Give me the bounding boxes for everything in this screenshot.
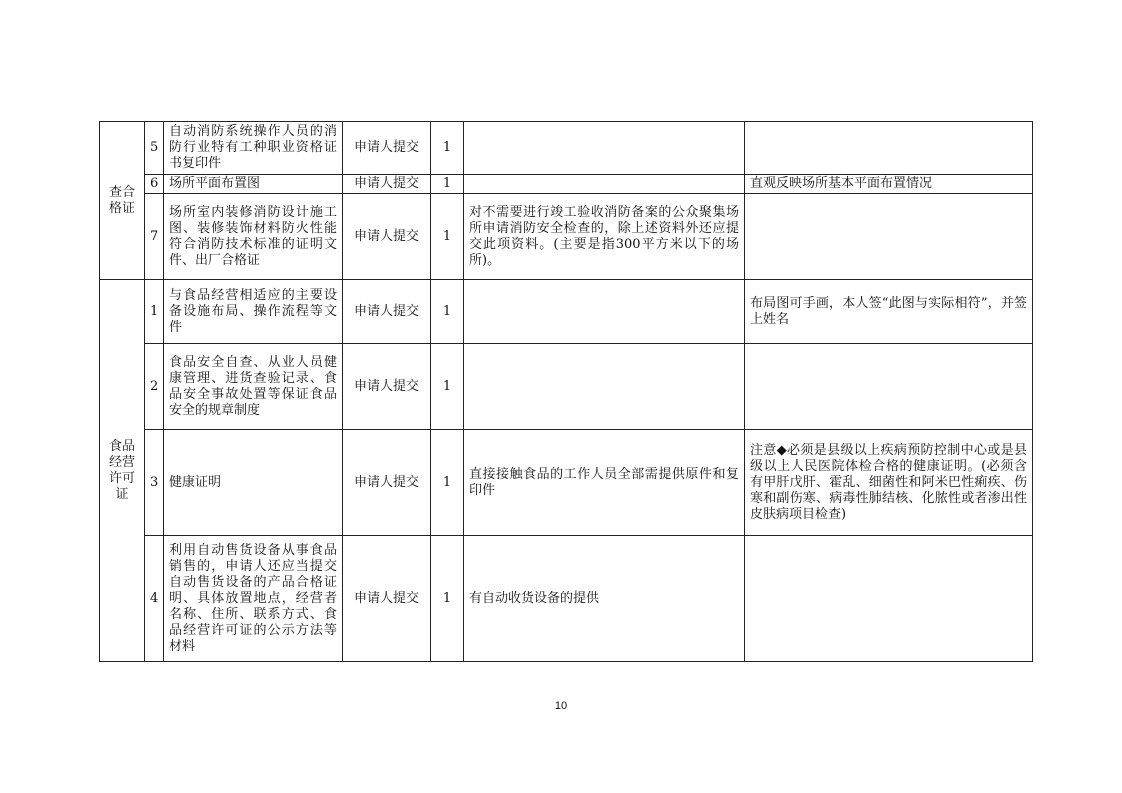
table-row (100, 175, 1033, 194)
table-row (100, 430, 1033, 536)
note (464, 344, 745, 430)
category-fire-safety: 查合格证 (100, 122, 145, 280)
submitter: 申请人提交 (343, 194, 431, 280)
copy-count: 1 (431, 194, 464, 280)
material-name: 利用自动售货设备从事食品销售的，申请人还应当提交自动售货设备的产品合格证明、具体放置地点，经营者名称、住所、联系方式、食品经营许可证的公示方法等材料 (164, 536, 343, 662)
submitter: 申请人提交 (343, 175, 431, 194)
row-number: 3 (145, 430, 164, 536)
submitter: 申请人提交 (343, 122, 431, 175)
page-number: 10 (554, 700, 568, 712)
requirements-table (99, 121, 1033, 662)
submitter: 申请人提交 (343, 344, 431, 430)
table-row (100, 280, 1033, 344)
remark: 直观反映场所基本平面布置情况 (745, 175, 1033, 194)
remark (745, 122, 1033, 175)
row-number: 5 (145, 122, 164, 175)
note (464, 122, 745, 175)
material-name: 食品安全自查、从业人员健康管理、进货查验记录、食品安全事故处置等保证食品安全的规章制度 (164, 344, 343, 430)
remark (745, 194, 1033, 280)
material-name: 自动消防系统操作人员的消防行业特有工种职业资格证书复印件 (164, 122, 343, 175)
material-name: 场所平面布置图 (164, 175, 343, 194)
copy-count: 1 (431, 175, 464, 194)
copy-count: 1 (431, 122, 464, 175)
row-number: 4 (145, 536, 164, 662)
table-row (100, 344, 1033, 430)
note: 有自动收货设备的提供 (464, 536, 745, 662)
submitter: 申请人提交 (343, 280, 431, 344)
copy-count: 1 (431, 430, 464, 536)
submitter: 申请人提交 (343, 430, 431, 536)
table-row (100, 536, 1033, 662)
note: 对不需要进行竣工验收消防备案的公众聚集场所申请消防安全检查的，除上述资料外还应提交此项资料。(主要是指300平方米以下的场所)。 (464, 194, 745, 280)
category-food-license: 食品经营许可证 (100, 280, 145, 662)
remark (745, 344, 1033, 430)
remark (745, 536, 1033, 662)
note (464, 175, 745, 194)
remark: 布局图可手画，本人签“此图与实际相符”，并签上姓名 (745, 280, 1033, 344)
row-number: 6 (145, 175, 164, 194)
submitter: 申请人提交 (343, 536, 431, 662)
row-number: 7 (145, 194, 164, 280)
copy-count: 1 (431, 344, 464, 430)
copy-count: 1 (431, 280, 464, 344)
note (464, 280, 745, 344)
remark: 注意◆必须是县级以上疾病预防控制中心或是县级以上人民医院体检合格的健康证明。(必须含有甲肝戊肝、霍乱、细菌性和阿米巴性痢疾、伤寒和副伤寒、病毒性肺结核、化脓性或者渗出性皮肤病项目检查) (745, 430, 1033, 536)
material-name: 场所室内装修消防设计施工图、装修装饰材料防火性能符合消防技术标准的证明文件、出厂合格证 (164, 194, 343, 280)
copy-count: 1 (431, 536, 464, 662)
row-number: 1 (145, 280, 164, 344)
table-row (100, 122, 1033, 175)
material-name: 与食品经营相适应的主要设备设施布局、操作流程等文件 (164, 280, 343, 344)
table-row (100, 194, 1033, 280)
note: 直接接触食品的工作人员全部需提供原件和复印件 (464, 430, 745, 536)
material-name: 健康证明 (164, 430, 343, 536)
row-number: 2 (145, 344, 164, 430)
